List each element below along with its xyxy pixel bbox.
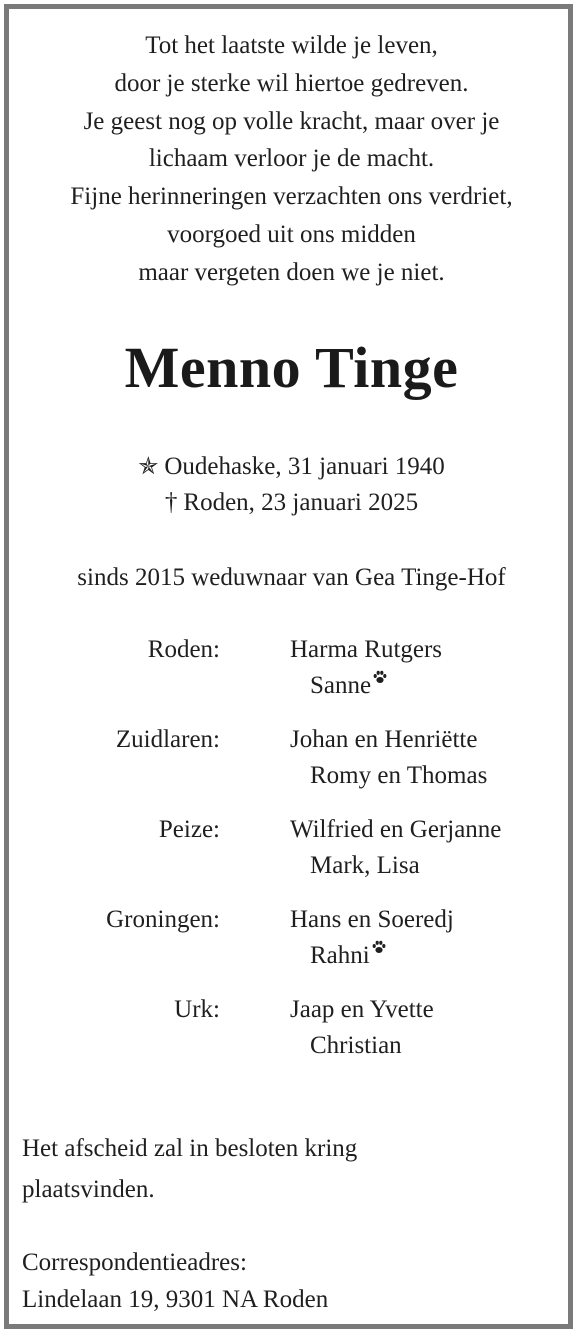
family-children: Romy en Thomas: [310, 762, 488, 789]
birth-line: [0, 449, 583, 485]
family-parents: Jaap en Yvette: [290, 996, 434, 1023]
farewell-notice: [22, 1128, 562, 1210]
family-names: [290, 812, 501, 884]
family-place: Peize:: [158, 816, 220, 843]
death-line: [0, 485, 583, 520]
paw-icon: [371, 939, 387, 955]
star-icon: ✯: [138, 454, 159, 480]
children-names: Sanne: [310, 672, 372, 699]
poem-line: door je sterke wil hiertoe gedreven.: [114, 69, 469, 97]
family-children: [290, 938, 454, 974]
poem-line: Fijne herinneringen verzachten ons verdriet,: [70, 183, 513, 211]
family-children: [290, 668, 442, 704]
family-row: [0, 632, 583, 722]
family-parents: Harma Rutgers: [290, 636, 443, 663]
family-names: [290, 722, 487, 794]
family-children: Christian: [310, 1032, 402, 1059]
family-row: [0, 992, 583, 1082]
family-parents: Hans en Soeredj: [290, 906, 454, 933]
family-row: [0, 722, 583, 812]
life-dates: [0, 449, 583, 520]
family-place: Urk:: [174, 996, 220, 1023]
family-names: [290, 992, 434, 1064]
widower-text: sinds 2015 weduwnaar van Gea Tinge-Hof: [77, 564, 506, 591]
family-place: Roden:: [147, 636, 220, 663]
correspondence-address: [22, 1244, 562, 1318]
cross-icon: †: [164, 489, 178, 516]
deceased-name: Menno Tinge: [124, 335, 459, 400]
poem-line: voorgoed uit ons midden: [167, 220, 416, 248]
family-row: [0, 902, 583, 992]
address-label: Correspondentieadres:: [22, 1249, 247, 1276]
poem: [0, 27, 583, 292]
birth-text: Oudehaske, 31 januari 1940: [164, 453, 445, 480]
farewell-line: plaatsvinden.: [22, 1176, 155, 1203]
death-text: Roden, 23 januari 2025: [183, 489, 419, 516]
family-place: Groningen:: [106, 906, 220, 933]
poem-line: Tot het laatste wilde je leven,: [145, 32, 438, 59]
family-row: [0, 812, 583, 902]
poem-line: Je geest nog op volle kracht, maar over je: [83, 107, 500, 135]
family-children: Mark, Lisa: [310, 852, 420, 879]
poem-line: lichaam verloor je de macht.: [148, 145, 435, 173]
address-text: Lindelaan 19, 9301 NA Roden: [22, 1286, 329, 1313]
paw-icon: [372, 669, 388, 685]
family-names: [290, 632, 442, 704]
children-names: Rahni: [310, 942, 370, 969]
family-parents: Wilfried en Gerjanne: [290, 816, 502, 843]
farewell-line: Het afscheid zal in besloten kring: [22, 1135, 358, 1162]
family-place: Zuidlaren:: [115, 726, 220, 753]
family-list: [0, 632, 583, 1082]
family-parents: Johan en Henriëtte: [290, 726, 478, 753]
family-names: [290, 902, 454, 974]
poem-line: maar vergeten doen we je niet.: [138, 258, 445, 286]
